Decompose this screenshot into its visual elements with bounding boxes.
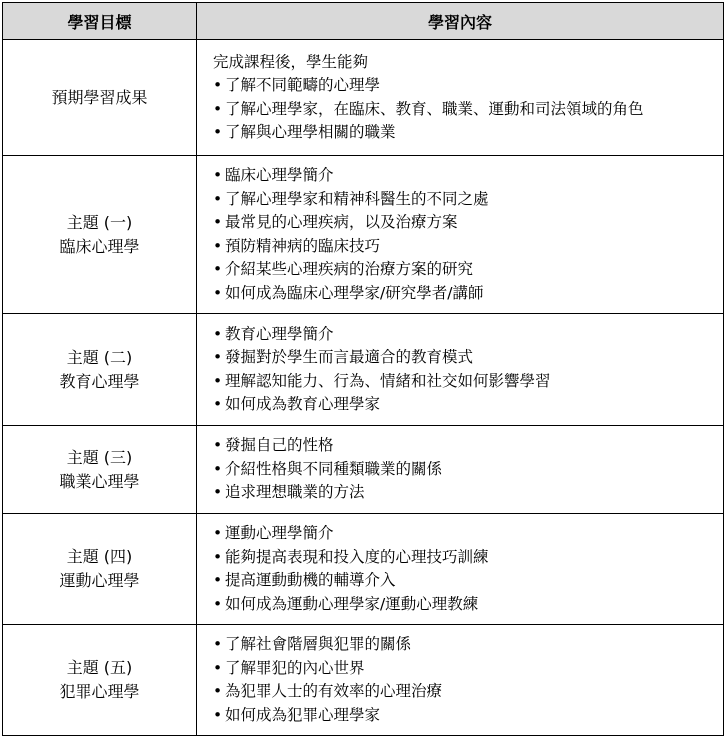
objective-cell xyxy=(3,514,197,625)
list-item-text: 了解與心理學相關的職業 xyxy=(225,123,396,141)
list-item: • 如何成為運動心理學家/運動心理教練 xyxy=(213,594,479,613)
objective-line: 主題 (二) xyxy=(66,347,133,367)
list-item-text: 如何成為犯罪心理學家 xyxy=(225,705,381,724)
list-item: • 發掘對於學生而言最適合的教育模式 xyxy=(213,348,474,366)
objective-cell xyxy=(3,314,197,426)
list-item: • 追求理想職業的方法 xyxy=(213,483,365,502)
objective-line: 主題 (五) xyxy=(66,658,133,677)
list-item-text: 了解不同範疇的心理學 xyxy=(225,76,381,94)
list-item-text: 臨床心理學簡介 xyxy=(225,166,334,184)
table-row xyxy=(3,625,724,736)
table-row xyxy=(3,156,724,314)
content-cell xyxy=(197,625,724,736)
list-item: • 了解不同範疇的心理學 xyxy=(213,76,381,94)
objective-line: 教育心理學 xyxy=(59,371,140,391)
content-cell xyxy=(197,426,724,514)
list-item: • 如何成為教育心理學家 xyxy=(213,395,381,413)
list-item-text: 如何成為運動心理學家/運動心理教練 xyxy=(225,594,479,613)
content-intro: 完成課程後，學生能夠 xyxy=(213,52,369,71)
list-item-text: 了解心理學家，在臨床、教育、職業、運動和司法領域的角色 xyxy=(225,99,644,118)
objective-line: 職業心理學 xyxy=(59,471,140,491)
list-item: • 運動心理學簡介 xyxy=(213,524,334,542)
list-item: • 預防精神病的臨床技巧 xyxy=(213,236,381,255)
objective-line: 運動心理學 xyxy=(59,571,140,590)
objective-line: 主題 (四) xyxy=(66,547,133,566)
list-item: • 臨床心理學簡介 xyxy=(213,166,334,184)
header-objective: 學習目標 xyxy=(3,3,197,40)
list-item-text: 運動心理學簡介 xyxy=(225,524,334,542)
list-item-text: 教育心理學簡介 xyxy=(225,324,334,343)
content-cell xyxy=(197,514,724,625)
objective-line: 臨床心理學 xyxy=(59,236,140,256)
list-item-text: 理解認知能力、行為、情緒和社交如何影響學習 xyxy=(225,371,551,390)
content-cell xyxy=(197,156,724,314)
list-item: • 發掘自己的性格 xyxy=(213,436,334,455)
list-item-text: 如何成為臨床心理學家/研究學者/講師 xyxy=(225,283,484,302)
list-item-text: 最常見的心理疾病，以及治療方案 xyxy=(225,213,458,231)
list-item: • 了解與心理學相關的職業 xyxy=(213,123,396,141)
list-item: • 教育心理學簡介 xyxy=(213,324,334,343)
list-item-text: 預防精神病的臨床技巧 xyxy=(225,236,381,255)
list-item: • 如何成為臨床心理學家/研究學者/講師 xyxy=(213,283,484,302)
list-item-text: 追求理想職業的方法 xyxy=(225,483,365,502)
list-item: • 介紹性格與不同種類職業的關係 xyxy=(213,459,443,478)
objective-cell xyxy=(3,426,197,514)
list-item-text: 能夠提高表現和投入度的心理技巧訓練 xyxy=(225,547,489,566)
objective-line: 主題 (一) xyxy=(66,212,133,232)
list-item-text: 為犯罪人士的有效率的心理治療 xyxy=(225,682,443,700)
list-item: • 了解心理學家和精神科醫生的不同之處 xyxy=(213,189,489,208)
list-item: • 提高運動動機的輔導介入 xyxy=(213,571,396,589)
objective-line: 預期學習成果 xyxy=(51,87,148,107)
objective-cell xyxy=(3,40,197,156)
list-item: • 能夠提高表現和投入度的心理技巧訓練 xyxy=(213,547,489,566)
list-item: • 為犯罪人士的有效率的心理治療 xyxy=(213,682,443,700)
header-row xyxy=(3,3,724,40)
objective-cell xyxy=(3,625,197,736)
header-content: 學習內容 xyxy=(197,3,724,40)
list-item-text: 介紹某些心理疾病的治療方案的研究 xyxy=(225,260,474,278)
table-row xyxy=(3,40,724,156)
list-item-text: 了解罪犯的內心世界 xyxy=(225,658,365,677)
list-item-text: 如何成為教育心理學家 xyxy=(225,395,381,413)
list-item-text: 提高運動動機的輔導介入 xyxy=(225,571,396,589)
content-cell xyxy=(197,314,724,426)
course-table xyxy=(2,2,724,736)
table-row xyxy=(3,514,724,625)
table-row xyxy=(3,426,724,514)
objective-line: 主題 (三) xyxy=(66,447,133,467)
list-item: • 了解心理學家，在臨床、教育、職業、運動和司法領域的角色 xyxy=(213,99,644,118)
list-item: • 了解罪犯的內心世界 xyxy=(213,658,365,677)
table-row xyxy=(3,314,724,426)
content-cell xyxy=(197,40,724,156)
list-item: • 如何成為犯罪心理學家 xyxy=(213,705,381,724)
list-item: • 最常見的心理疾病，以及治療方案 xyxy=(213,213,458,231)
list-item-text: 了解社會階層與犯罪的關係 xyxy=(225,635,412,653)
list-item-text: 介紹性格與不同種類職業的關係 xyxy=(225,459,443,478)
list-item-text: 發掘對於學生而言最適合的教育模式 xyxy=(225,348,474,366)
list-item-text: 發掘自己的性格 xyxy=(225,436,334,455)
list-item-text: 了解心理學家和精神科醫生的不同之處 xyxy=(225,189,489,208)
list-item: • 介紹某些心理疾病的治療方案的研究 xyxy=(213,260,474,278)
objective-cell xyxy=(3,156,197,314)
list-item: • 理解認知能力、行為、情緒和社交如何影響學習 xyxy=(213,371,551,390)
list-item: • 了解社會階層與犯罪的關係 xyxy=(213,635,412,653)
objective-line: 犯罪心理學 xyxy=(59,682,140,701)
